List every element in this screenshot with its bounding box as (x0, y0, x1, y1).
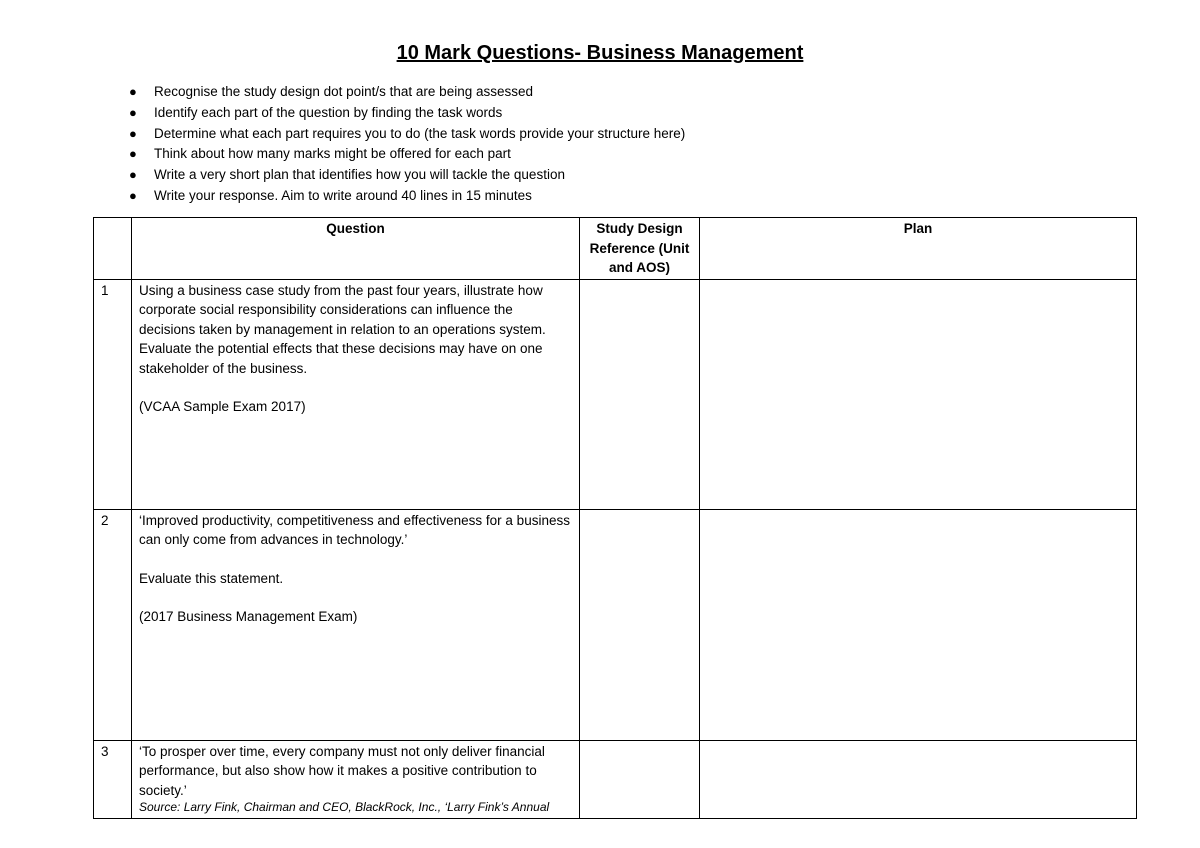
question-text: Using a business case study from the past four years, illustrate how corporate social responsibility considerations can influence the decisions taken by management in relation to an operations system. Evaluate the potential effects that these decisions may have on one stakeholder of the business. (139, 282, 546, 376)
page-title: 10 Mark Questions- Business Management (396, 42, 804, 64)
bullet-icon: ● (129, 125, 137, 141)
plan-cell[interactable] (700, 279, 1137, 509)
questions-table (93, 217, 1137, 819)
header-reference: Study Design Reference (Unit and AOS) (580, 218, 700, 280)
question-source: (VCAA Sample Exam 2017) (139, 399, 306, 414)
question-source: (2017 Business Management Exam) (139, 609, 358, 624)
question-text: ‘Improved productivity, competitiveness and effectiveness for a business can only come from advances in technology.’ (139, 512, 570, 547)
instruction-item: ● Think about how many marks might be offered for each part (126, 144, 685, 165)
reference-cell[interactable] (580, 509, 700, 740)
table-header-row (94, 218, 1137, 280)
instruction-item: ● Determine what each part requires you to do (the task words provide your structure here) (126, 124, 685, 145)
question-number: 1 (94, 279, 132, 509)
question-instruction: Evaluate this statement. (139, 570, 284, 586)
instruction-item: ● Recognise the study design dot point/s that are being assessed (126, 82, 685, 103)
question-number: 2 (94, 509, 132, 740)
header-plan: Plan (700, 218, 1137, 280)
plan-cell[interactable] (700, 740, 1137, 818)
reference-cell[interactable] (580, 279, 700, 509)
table-row (94, 740, 1137, 818)
instruction-item: ● Write a very short plan that identifies how you will tackle the question (126, 165, 685, 186)
plan-cell[interactable] (700, 509, 1137, 740)
table-row (94, 279, 1137, 509)
question-source: Source: Larry Fink, Chairman and CEO, BlackRock, Inc., ‘Larry Fink’s Annual (139, 800, 550, 814)
header-question: Question (132, 218, 580, 280)
bullet-icon: ● (129, 167, 137, 183)
bullet-icon: ● (129, 146, 137, 162)
bullet-icon: ● (129, 187, 137, 203)
question-cell (132, 509, 580, 740)
header-number (94, 218, 132, 280)
instruction-item: ● Write your response. Aim to write around 40 lines in 15 minutes (126, 186, 685, 207)
question-number: 3 (94, 740, 132, 818)
instruction-item: ● Identify each part of the question by finding the task words (126, 103, 685, 124)
question-cell (132, 279, 580, 509)
table-row (94, 509, 1137, 740)
bullet-icon: ● (129, 104, 137, 120)
reference-cell[interactable] (580, 740, 700, 818)
question-text: ‘To prosper over time, every company must not only deliver financial performance, but also show how it makes a positive contribution to society.’ (139, 743, 545, 798)
question-cell (132, 740, 580, 818)
instruction-list (126, 82, 685, 207)
bullet-icon: ● (129, 84, 137, 99)
